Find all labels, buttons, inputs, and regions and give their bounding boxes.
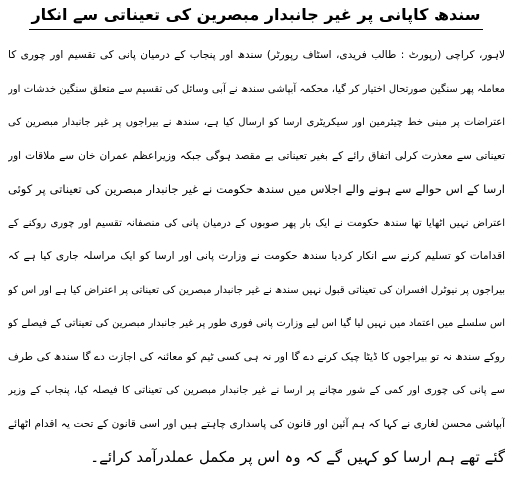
article-line: اعتراضات پر مبنی خط چیئرمین اور سیکریٹری ارسا کو ارسال کیا ہے، سندھ نے بیراجوں پر غیر جانبدار مبصرین کی: [8, 117, 505, 128]
article-line: آبپاشی محسن لغاری نے کہا کہ ہم آئین اور قانون کی پاسداری چاہتے ہیں اور اسی قانون کے تحت یہ اقدام اٹھائے: [8, 417, 505, 430]
article-line: اقدامات کو تسلیم کرنے سے انکار کردیا سندھ حکومت نے وزارت پانی اور ارسا کو ایک مراسلہ جاری کیا ہے کہ: [8, 250, 505, 262]
article-line-last: گئے تھے ہم ارسا کو کہیں گے کہ وہ اس پر مکمل عملدرآمد کرائے۔: [90, 448, 505, 466]
article-line: تعیناتی سے معذرت کرلی اتفاق رائے کے بغیر تعیناتی بے مقصد ہوگی جبکہ وزیراعظم عمران خان سے ملاقات اور: [8, 149, 505, 162]
article-line: روکے سندھ نہ تو بیراجوں کا ڈیٹا چیک کرنے دے گا اور نہ ہی کسی ٹیم کو معائنہ کی اجازت دے گا سندھ کی طرف: [8, 350, 505, 363]
article-line: ارسا کے اس حوالے سے ہونے والے اجلاس میں سندھ حکومت نے غیر جانبدار مبصرین کی تعیناتی پر کوئی: [8, 182, 505, 196]
article-line: اعتراض نہیں اٹھایا تھا سندھ حکومت نے ایک بار پھر صوبوں کے درمیان پانی کی منصفانہ تقسیم اور چوری روکنے کے: [8, 217, 505, 229]
article-line: بیراجوں پر نیوٹرل افسران کی تعیناتی قبول نہیں سندھ نے غیر جانبدار مبصرین کی تعیناتی پر اعتراض کیا ہے اور اس کو: [8, 284, 505, 296]
article-line: سے پانی کی چوری اور کمی کے شور مچانے پر ارسا نے غیر جانبدار مبصرین کی تعیناتی کا فیصلہ کیا، پنجاب کے وزیر: [8, 385, 505, 396]
article-line: لاہور، کراچی (رپورٹ : طالب فریدی، اسٹاف رپورٹر) سندھ اور پنجاب کے درمیان پانی کی تقسیم اور چوری کا: [8, 49, 505, 61]
headline-container: [0, 3, 512, 30]
article-line: اس سلسلے میں اعتماد میں نہیں لیا گیا اس لیے وزارت پانی فوری طور پر غیر جانبدار مبصرین کی تعیناتی کے فیصلے کو: [8, 318, 505, 329]
article-body: [8, 39, 505, 475]
article-line: معاملہ پھر سنگین صورتحال اختیار کر گیا، محکمہ آبپاشی سندھ نے آبی وسائل کی تقسیم سے متعلق سنگین خدشات اور: [8, 83, 505, 95]
headline: سندھ کاپانی پر غیر جانبدار مبصرین کی تعیناتی سے انکار: [29, 3, 482, 30]
